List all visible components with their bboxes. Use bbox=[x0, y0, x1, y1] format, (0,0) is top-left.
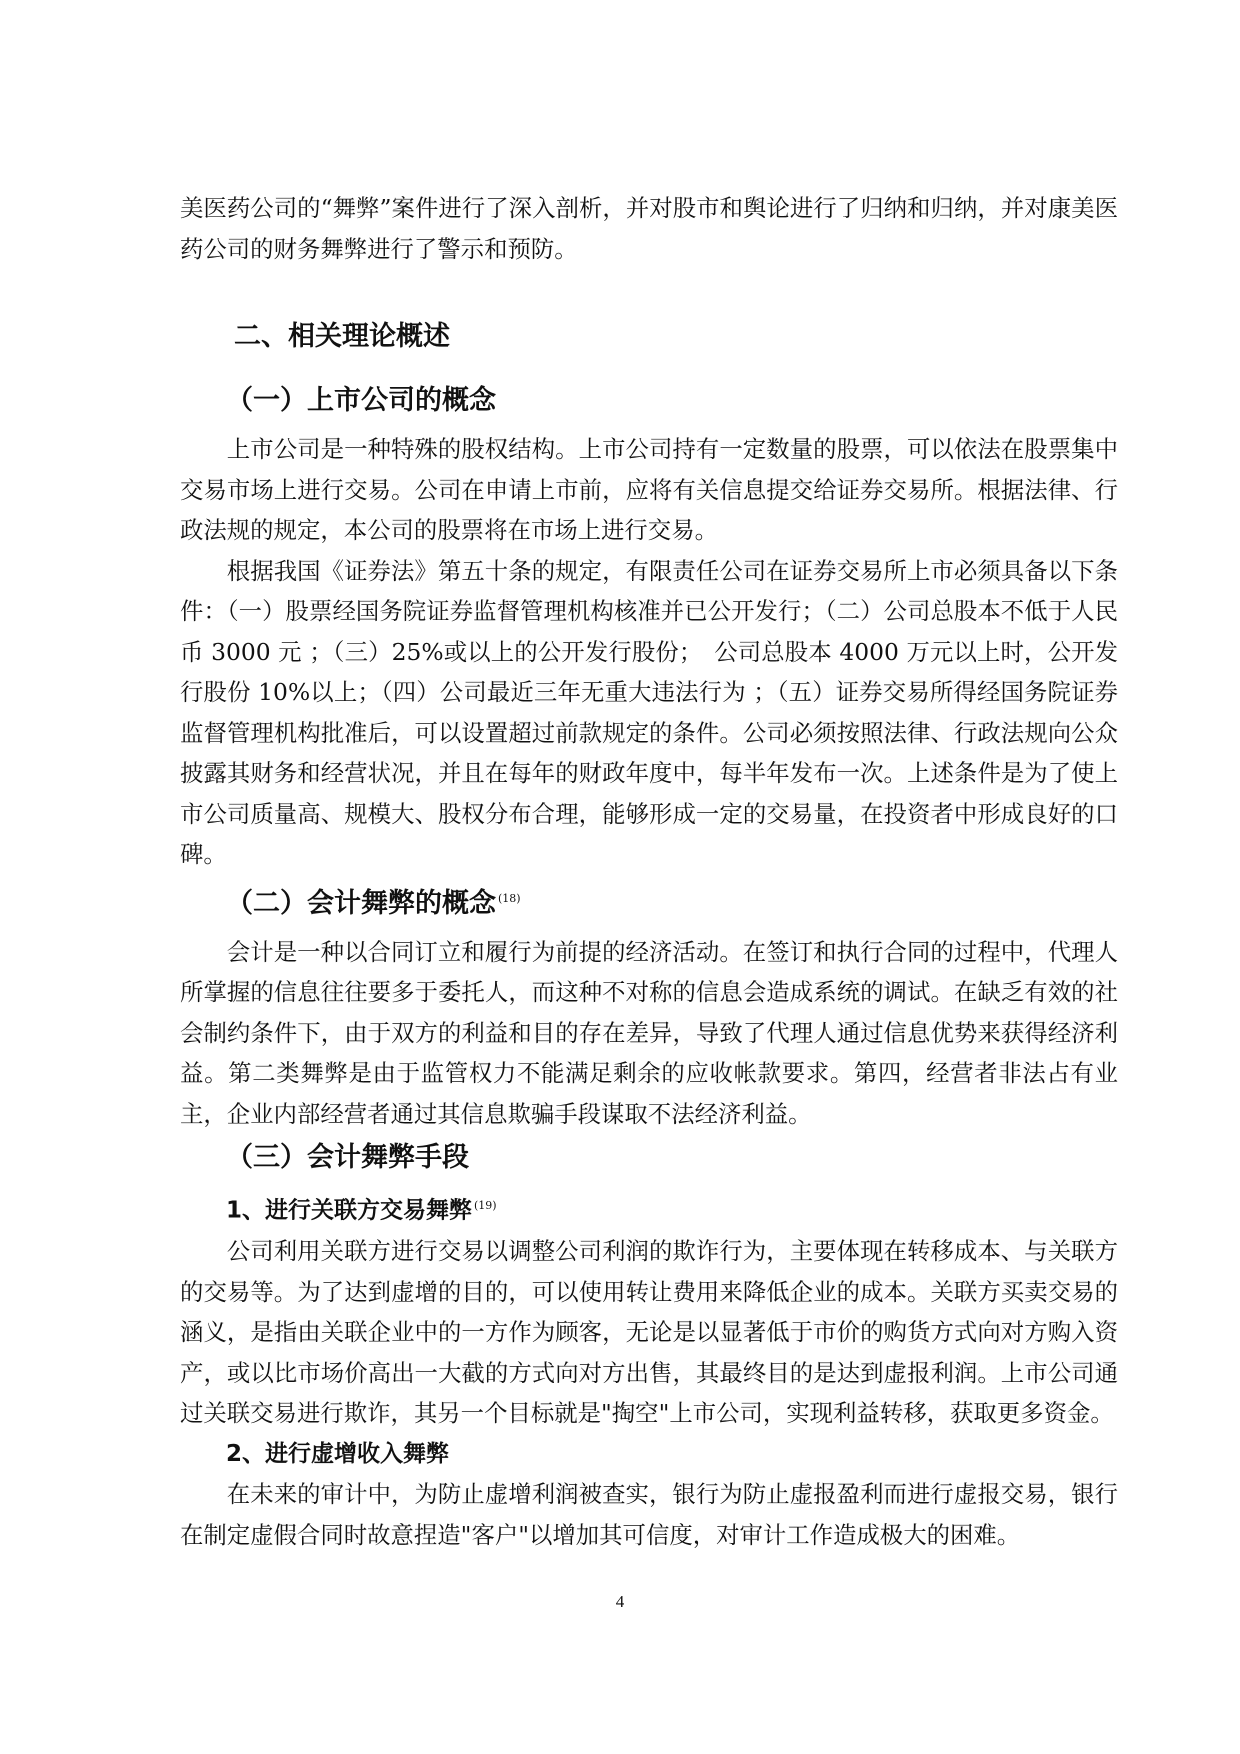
accounting-fraud-title: （二）会计舞弊的概念 bbox=[226, 887, 496, 919]
item-heading-related-party bbox=[180, 1186, 1118, 1231]
intro-paragraph: 美医药公司的“舞弊”案件进行了深入剖析，并对股市和舆论进行了归纳和归纳，并对康美医药公司的财务舞弊进行了警示和预防。 bbox=[180, 194, 1118, 263]
page-content bbox=[180, 188, 1118, 1555]
subsection-heading-accounting-fraud bbox=[180, 877, 1118, 926]
related-party-title: 1、进行关联方交易舞弊 bbox=[226, 1197, 473, 1224]
citation-ref-18: (18) bbox=[498, 891, 521, 905]
subsection-heading-listed-company: （一）上市公司的概念 bbox=[226, 385, 496, 416]
inflated-revenue-paragraph: 在未来的审计中，为防止虚增利润被查实，银行为防止虚报盈利而进行虚报交易，银行在制定虚假合同时故意捏造"客户"以增加其可信度，对审计工作造成极大的困难。 bbox=[180, 1480, 1118, 1549]
related-party-paragraph: 公司利用关联方进行交易以调整公司利润的欺诈行为，主要体现在转移成本、与关联方的交易等。为了达到虚增的目的，可以使用转让费用来降低企业的成本。关联方买卖交易的涵义，是指由关联企业中的一方作为顾客，无论是以显著低于市价的购货方式向对方购入资产，或以比市场价高出一大截的方式向对方出售，其最终目的是达到虚报利润。上市公司通过关联交易进行欺诈，其另一个目标就是"掏空"上市公司，实现利益转移，获取更多资金。 bbox=[180, 1237, 1118, 1428]
accounting-fraud-paragraph: 会计是一种以合同订立和履行为前提的经济活动。在签订和执行合同的过程中，代理人所掌握的信息往往要多于委托人，而这种不对称的信息会造成系统的调试。在缺乏有效的社会制约条件下，由于双方的利益和目的存在差异，导致了代理人通过信息优势来获得经济利益。第二类舞弊是由于监管权力不能满足剩余的应收帐款要求。第四，经营者非法占有业主，企业内部经营者通过其信息欺骗手段谋取不法经济利益。 bbox=[180, 937, 1118, 1128]
item-heading-inflated-revenue: 2、进行虚增收入舞弊 bbox=[226, 1440, 450, 1467]
listed-company-paragraph-1: 上市公司是一种特殊的股权结构。上市公司持有一定数量的股票，可以依法在股票集中交易市场上进行交易。公司在申请上市前，应将有关信息提交给证券交易所。根据法律、行政法规的规定，本公司的股票将在市场上进行交易。 bbox=[180, 435, 1118, 544]
listed-company-paragraph-2: 根据我国《证券法》第五十条的规定，有限责任公司在证券交易所上市必须具备以下条件：（一）股票经国务院证券监督管理机构核准并已公开发行；（二）公司总股本不低于人民币 3000 元 ；（三）25%或以上的公开发行股份； 公司总股本 4000 万元以上时，公开发行股份 10%以上；（四）公司最近三年无重大违法行为 ；（五）证券交易所得经国务院证券监督管理机构批准后，可以设置超过前款规定的条件。公司必须按照法律、行政法规向公众披露其财务和经营状况，并且在每年的财政年度中，每半年发布一次。上述条件是为了使上市公司质量高、规模大、股权分布合理，能够形成一定的交易量，在投资者中形成良好的口碑。 bbox=[180, 556, 1118, 868]
page-number: 4 bbox=[615, 1592, 625, 1611]
citation-ref-19: (19) bbox=[474, 1199, 497, 1212]
subsection-heading-fraud-methods: （三）会计舞弊手段 bbox=[226, 1142, 469, 1173]
section-heading-related-theory: 二、相关理论概述 bbox=[234, 321, 450, 352]
